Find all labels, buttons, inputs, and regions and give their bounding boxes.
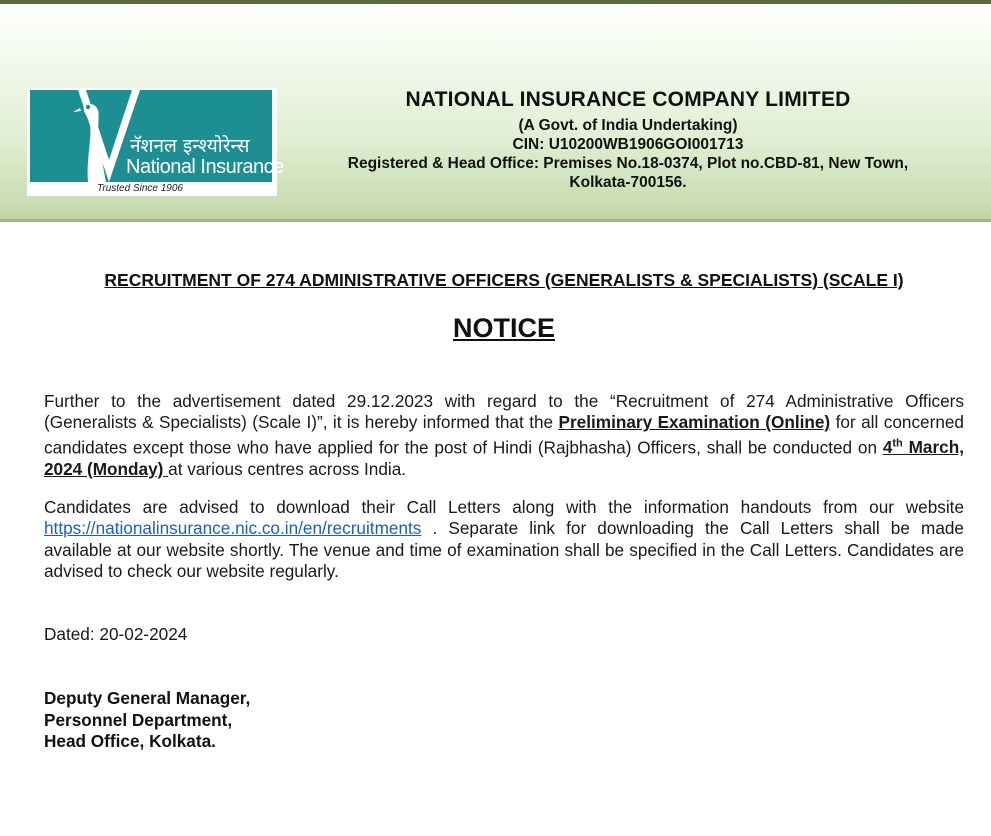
exam-date-suffix: th — [892, 437, 903, 450]
company-name: NATIONAL INSURANCE COMPANY LIMITED — [405, 88, 851, 111]
signature-line-3: Head Office, Kolkata. — [44, 731, 216, 751]
logo-tagline: Trusted Since 1906 — [97, 183, 183, 194]
p1-text-1: Further to the advertisement dated 29.12.2023 with regard to the “Recruitment of 274 Administrative Officers (Generalists & Specialists) (Scale I)”, it is hereby informed that the — [44, 391, 964, 433]
company-subtitle: (A Govt. of India Undertaking) — [518, 117, 738, 134]
recruitment-title: RECRUITMENT OF 274 ADMINISTRATIVE OFFICERS (GENERALISTS & SPECIALISTS) (SCALE I) — [104, 270, 904, 290]
signature-line-1: Deputy General Manager, — [44, 688, 251, 708]
exam-name: Preliminary Examination (Online) — [558, 412, 831, 433]
company-details — [300, 88, 956, 192]
notice-paragraph-1 — [44, 391, 964, 480]
recruitment-link[interactable]: https://nationalinsurance.nic.co.in/en/recruitments — [44, 518, 422, 539]
letterhead-divider — [0, 219, 991, 222]
p2-text-2: . Separate link for downloading the Call Letters shall be made available at our website shortly. The venue and time of examination shall be specified in the Call Letters. Candidates are advised to check our website regularly. — [44, 518, 964, 581]
company-cin: CIN: U10200WB1906GOI001713 — [512, 136, 744, 153]
logo-english-text: National Insurance — [126, 156, 284, 178]
company-address-line1: Registered & Head Office: Premises No.18-0374, Plot no.CBD-81, New Town, — [347, 155, 909, 172]
signature-block — [44, 688, 250, 753]
logo-hindi-text: नॅशनल इन्श्योरेन्स — [130, 135, 250, 157]
notice-date: Dated: 20-02-2024 — [44, 624, 188, 644]
logo-panel — [30, 90, 284, 182]
signature-line-2: Personnel Department, — [44, 709, 233, 730]
company-logo — [27, 88, 284, 196]
notice-heading: NOTICE — [452, 313, 555, 343]
exam-date-day: 4 — [882, 437, 893, 458]
notice-paragraph-2 — [44, 497, 964, 582]
p1-text-3: at various centres across India. — [168, 458, 407, 479]
p1-text-2: for all concerned candidates except those who have applied for the post of Hindi (Rajbhasha) Officers, shall be conducted on — [44, 412, 964, 458]
company-address-line2: Kolkata-700156. — [569, 174, 687, 191]
p2-text-1: Candidates are advised to download their Call Letters along with the information handouts from our website — [44, 497, 964, 517]
exam-date-rest: March, 2024 (Monday) — [44, 437, 964, 479]
